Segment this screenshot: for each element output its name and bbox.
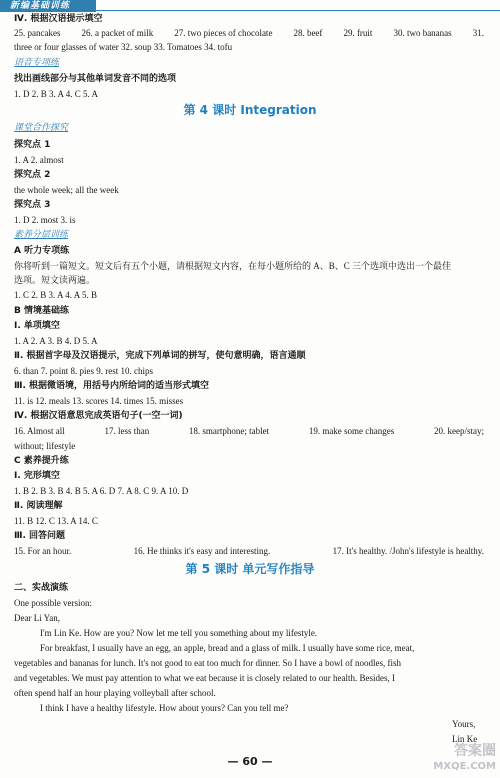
- answer-line: without; lifestyle: [14, 441, 76, 451]
- part-c-title: C 素养提升练: [14, 456, 69, 466]
- answer-line: [14, 546, 484, 557]
- answer: 19. make some changes: [308, 426, 395, 436]
- answer-line: 11. is 12. meals 13. scores 14. times 15. misses: [14, 396, 184, 406]
- point-1: 探究点 1: [14, 140, 51, 150]
- part-a-title: A 听力专项练: [14, 246, 70, 256]
- letter-paragraph: I think I have a healthy lifestyle. How about yours? Can you tell me?: [40, 703, 289, 713]
- answer-line: 6. than 7. point 8. pies 9. rest 10. chips: [14, 366, 153, 376]
- letter-signature: Lin Ke: [452, 734, 478, 744]
- section-pronunciation: 语音专项练: [14, 58, 60, 68]
- page-number: — 60 —: [227, 755, 273, 768]
- heading-iv: Ⅳ. 根据汉语意思完成英语句子(一空一词): [14, 411, 183, 421]
- answer: 28. beef: [293, 28, 323, 38]
- heading-iii: Ⅲ. 根据微语境，用括号内所给词的适当形式填空: [14, 381, 210, 391]
- letter-greeting: Dear Li Yan,: [14, 613, 60, 623]
- answer: 26. a packet of milk: [81, 28, 154, 38]
- heading-ii: Ⅱ. 根据首字母及汉语提示，完成下列单词的拼写，使句意明确，语言通顺: [14, 351, 306, 361]
- point-3: 探究点 3: [14, 200, 51, 210]
- answer: 16. Almost all: [14, 426, 65, 436]
- answer: 18. smartphone; tablet: [188, 426, 270, 436]
- letter-closing: Yours,: [452, 719, 476, 729]
- letter-paragraph: often spend half an hour playing volleyball after school.: [14, 688, 216, 698]
- part-b-title: B 情境基础练: [14, 306, 69, 316]
- answer-line: [14, 426, 484, 437]
- answer: 31.: [472, 28, 484, 38]
- answer: 25. pancakes: [14, 28, 61, 38]
- letter-paragraph: For breakfast, I usually have an egg, an apple, bread and a glass of milk. I usually have some rice, meat,: [40, 643, 415, 653]
- answer-line: 11. B 12. C 13. A 14. C: [14, 516, 98, 526]
- watermark-text: 答案圈: [454, 743, 496, 759]
- instruction: 你将听到一篇短文。短文后有五个小题，请根据短文内容，在每小题所给的 A、B、C 三个选项中选出一个最佳: [14, 261, 452, 271]
- lesson-5-title: 第 5 课时 单元写作指导: [185, 562, 315, 576]
- answer: 20. keep/stay;: [433, 426, 484, 436]
- answer-line: 1. A 2. almost: [14, 155, 64, 165]
- version-label: One possible version:: [14, 598, 92, 608]
- answer-line: 1. D 2. most 3. is: [14, 215, 76, 225]
- header-rule: [96, 10, 500, 11]
- answer-line: three or four glasses of water 32. soup 33. Tomatoes 34. tofu: [14, 42, 233, 52]
- answer: 17. less than: [104, 426, 150, 436]
- answer-line: 1. C 2. B 3. A 4. A 5. B: [14, 290, 98, 300]
- point-2: 探究点 2: [14, 170, 51, 180]
- answer: 16. He thinks it's easy and interesting.: [133, 546, 271, 556]
- answer-line: 1. A 2. A 3. B 4. D 5. A: [14, 336, 98, 346]
- practice-heading: 二、实战演练: [14, 583, 69, 593]
- answer: 27. two pieces of chocolate: [174, 28, 273, 38]
- page-header: [0, 0, 500, 12]
- heading-cloze: Ⅰ. 完形填空: [14, 471, 60, 481]
- heading-iv: Ⅳ. 根据汉语提示填空: [14, 14, 103, 24]
- question-instruction: 找出画线部分与其他单词发音不同的选项: [14, 74, 177, 84]
- heading-reading: Ⅱ. 阅读理解: [14, 501, 63, 511]
- instruction: 选项。短文读两遍。: [14, 275, 96, 285]
- header-title: 新编基础训练: [10, 1, 71, 11]
- answer-line: [14, 28, 484, 39]
- letter-paragraph: and vegetables. We must pay attention to what we eat because it is closely related to our health. Besides, I: [14, 673, 395, 683]
- answer: 30. two bananas: [393, 28, 452, 38]
- answer: 15. For an hour.: [14, 546, 72, 556]
- answer-line: 1. B 2. B 3. B 4. B 5. A 6. D 7. A 8. C 9. A 10. D: [14, 486, 189, 496]
- section-levels: 素养分层训练: [14, 230, 69, 240]
- watermark: [433, 744, 496, 774]
- letter-paragraph: vegetables and bananas for lunch. It's not good to eat too much for dinner. So I have a bowl of noodles, fish: [14, 658, 402, 668]
- lesson-4-title: 第 4 课时 Integration: [183, 103, 317, 117]
- section-cooperation: 课堂合作探究: [14, 123, 69, 133]
- heading-questions: Ⅲ. 回答问题: [14, 531, 66, 541]
- answer: 29. fruit: [343, 28, 373, 38]
- answer-line: 1. D 2. B 3. A 4. C 5. A: [14, 89, 99, 99]
- watermark-text: MXQE.COM: [433, 761, 496, 772]
- heading-i: Ⅰ. 单项填空: [14, 321, 60, 331]
- answer-line: the whole week; all the week: [14, 185, 119, 195]
- answer: 17. It's healthy. /John's lifestyle is healthy.: [332, 546, 484, 556]
- letter-paragraph: I'm Lin Ke. How are you? Now let me tell you something about my lifestyle.: [40, 628, 318, 638]
